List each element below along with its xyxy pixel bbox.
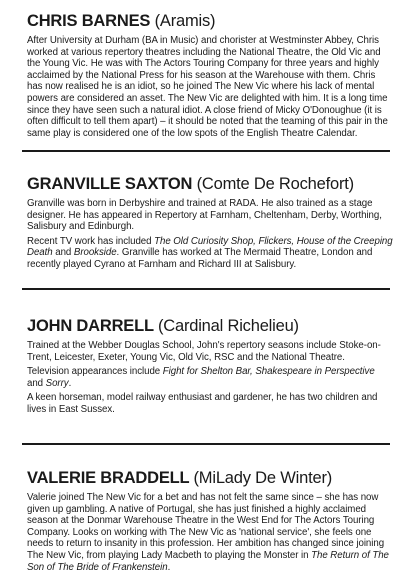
character-role: (Cardinal Richelieu): [157, 317, 299, 335]
text-run: Granville was born in Derbyshire and trained at RADA. He also trained as a stage designer. He has appeared in Repertory at Farnham, Cheltenham, Derby, Worthing, Salisbury and Edinburgh.: [27, 198, 382, 233]
character-role: (MiLady De Winter): [193, 469, 333, 487]
bio-john-darrell: [27, 316, 393, 416]
bio-granville-saxton: [27, 174, 393, 271]
actor-name: CHRIS BARNES: [27, 12, 151, 30]
bio-paragraph: [27, 492, 393, 573]
bio-heading: [27, 11, 393, 31]
text-run: A keen horseman, model railway enthusiast and gardener, he has two children and lives in East Sussex.: [27, 392, 378, 415]
bio-chris-barnes: [27, 11, 393, 139]
bio-body: [27, 35, 393, 139]
bio-body: [27, 198, 393, 271]
text-run: Valerie joined The New Vic for a bet and has not felt the same since – she has now given up gambling. A native of Portugal, she has just finished a highly acclaimed season at the Donmar Warehouse Theatre in the West End for The Actors Touring Company. Looks on working with The New Vic as 'national service', she feels one needs to return to insanity in this profession. Her ambition has changed since joining The New Vic, from playing Lady Macbeth to playing the Monster in: [27, 492, 385, 561]
text-run: Recent TV work has included: [27, 235, 155, 247]
bio-paragraph: [27, 366, 393, 389]
bio-heading: [27, 316, 393, 336]
bio-paragraph: [27, 198, 393, 233]
character-role: (Aramis): [154, 12, 216, 30]
bio-paragraph: [27, 236, 393, 271]
bio-paragraph: [27, 340, 393, 363]
text-run: and: [52, 247, 74, 259]
bio-heading: [27, 468, 393, 488]
text-run: and: [27, 377, 46, 389]
italic-title: Fight for Shelton Bar, Shakespeare in Perspective: [162, 366, 375, 378]
text-run: Television appearances include: [27, 366, 163, 378]
text-run: . Granville has worked at The Mermaid Theatre, London and recently played Cyrano at Farnham and Richard III at Salisbury.: [27, 247, 373, 270]
italic-title: The Return of The Son of The Bride of Frankenstein: [27, 549, 389, 573]
text-run: .: [68, 377, 72, 389]
text-run: .: [167, 561, 171, 573]
italic-title: Sorry: [45, 377, 69, 389]
bio-valerie-braddell: [27, 468, 393, 573]
italic-title: Brookside: [73, 247, 117, 259]
section-divider: [22, 150, 390, 152]
italic-title: The Old Curiosity Shop, Flickers, House of the Creeping Death: [27, 235, 393, 259]
section-divider: [22, 288, 390, 290]
section-divider: [22, 443, 390, 445]
text-run: Trained at the Webber Douglas School, John's repertory seasons include Stoke-on-Trent, Leicester, Exeter, Young Vic, Old Vic, RSC and the National Theatre.: [27, 340, 381, 363]
bio-paragraph: [27, 35, 393, 139]
bio-body: [27, 492, 393, 573]
actor-name: VALERIE BRADDELL: [27, 469, 190, 487]
actor-name: JOHN DARRELL: [27, 317, 154, 335]
text-run: After University at Durham (BA in Music) and chorister at Westminster Abbey, Chris worked at various repertory theatres including the National Theatre, the Old Vic and the Young Vic. He was with The Actors Touring Company for three years and highly acclaimed by the National Press for his season at the Warehouse with them. Chris has now realised he is an idiot, so he joined The New Vic where his lack of mental powers are considered an asset. The New Vic are delighted with him. It is a long time since they have seen such a natural idiot. A close friend of Micky O'Donoughue (it is often difficult to tell them apart) – it should be noted that the teaming of this pair in the same play is considered one of the low spots of the English Theatre Calendar.: [27, 35, 388, 139]
bio-paragraph: [27, 392, 393, 415]
bio-heading: [27, 174, 393, 194]
bio-body: [27, 340, 393, 416]
character-role: (Comte De Rochefort): [196, 175, 354, 193]
actor-name: GRANVILLE SAXTON: [27, 175, 193, 193]
